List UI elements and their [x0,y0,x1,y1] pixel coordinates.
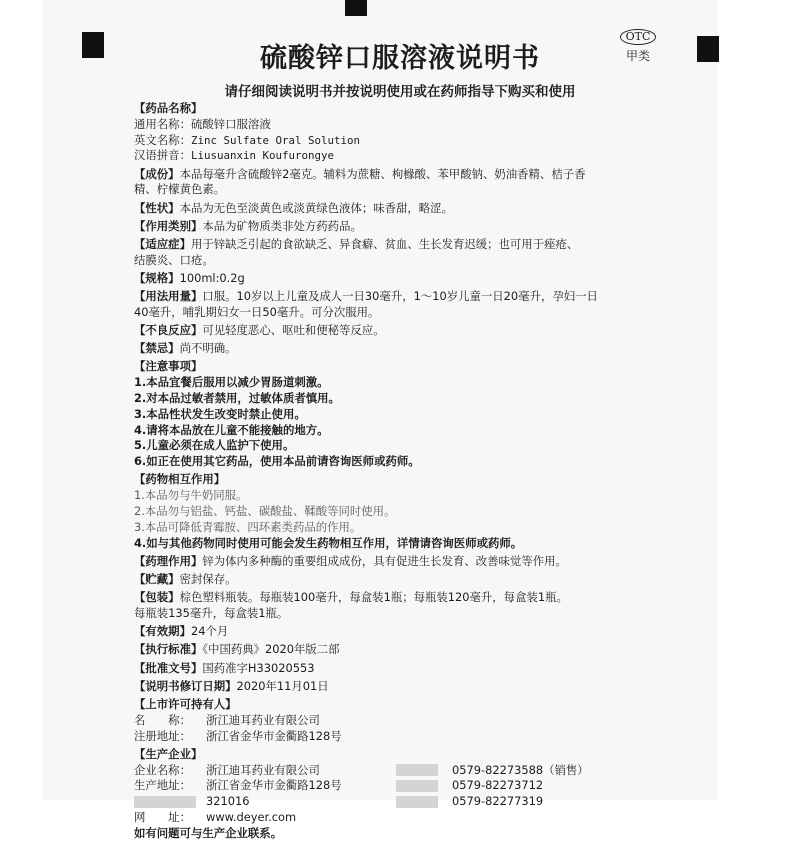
section-indications-heading: 【适应症】 [134,236,191,251]
section-revision-heading: 【说明书修订日期】 [134,678,237,693]
interaction-item: 1.本品勿与牛奶同服。 [134,488,248,503]
interaction-item: 3.本品可降低青霉胺、四环素类药品的作用。 [134,519,362,534]
section-validity-heading: 【有效期】 [134,624,191,639]
precaution-item: 5.儿童必须在成人监护下使用。 [134,438,295,453]
holder-name: 浙江迪耳药业有限公司 [206,712,320,727]
section-packaging-heading: 【包装】 [134,590,180,605]
precaution-item: 2.对本品过敏者禁用，过敏体质者慎用。 [134,391,340,406]
pinyin-name-label: 汉语拼音： [134,148,191,163]
redacted-block [396,796,438,808]
section-storage-heading: 【贮藏】 [134,572,180,586]
holder-address-label: 注册地址： [134,728,191,743]
section-adverse-heading: 【不良反应】 [134,323,203,338]
otc-label: OTC [620,29,657,45]
redacted-block [396,780,438,792]
holder-name-label: 名 称： [134,712,191,727]
interaction-item: 2.本品勿与铝盐、钙盐、碳酸盐、鞣酸等同时使用。 [134,504,396,519]
precaution-item: 1.本品宜餐后服用以减少胃肠道刺激。 [134,375,329,390]
manufacturer-postcode: 321016 [206,794,250,809]
section-contraindications-heading: 【禁忌】 [134,341,180,356]
page-title: 硫酸锌口服溶液说明书 [260,43,540,74]
section-interactions-heading: 【药物相互作用】 [134,472,226,487]
precaution-item: 6.如正在使用其它药品，使用本品前请咨询医师或药师。 [134,454,420,469]
indications-text-2: 结膜炎、口疮。 [134,252,214,267]
pinyin-name: Liusuanxin Koufurongye [190,149,334,163]
website-link[interactable]: www.deyer.com [206,809,297,824]
character-text: 本品为无色至淡黄色或淡黄绿色液体；味香甜，略涩。 [179,200,453,215]
section-approval-heading: 【批准文号】 [134,660,203,675]
manufacturer-name: 浙江迪耳药业有限公司 [206,762,320,777]
section-character-heading: 【性状】 [134,200,180,215]
revision-text: 2020年11月01日 [236,678,329,693]
manufacturer-address-label: 生产地址： [134,778,191,793]
corner-mark-top-center [345,0,367,16]
section-category-heading: 【作用类别】 [134,218,203,233]
usage-text-1: 口服。10岁以上儿童及成人一日30毫升，1～10岁儿童一日20毫升，孕妇一日 [202,289,598,304]
website-label: 网 址： [134,809,191,824]
section-usage-heading: 【用法用量】 [134,289,203,304]
holder-address: 浙江省金华市金衢路128号 [206,728,342,743]
english-name: Zinc Sulfate Oral Solution [190,133,360,147]
generic-name: 硫酸锌口服溶液 [190,116,271,131]
adverse-text: 可见轻度恶心、呕吐和便秘等反应。 [202,323,385,338]
phone-2: 0579-82273712 [452,778,544,793]
precaution-item: 4.请将本品放在儿童不能接触的地方。 [134,422,329,437]
generic-name-label: 通用名称： [134,116,191,131]
manufacturer-address: 浙江省金华市金衢路128号 [206,778,342,793]
phone-3: 0579-82277319 [452,794,544,809]
spec-text: 100ml:0.2g [179,270,245,285]
pharmacology-text: 锌为体内多种酶的重要组成成份，具有促进生长发育、改善味觉等作用。 [202,553,567,568]
leaflet-content [134,101,674,841]
ingredients-text-1: 本品每毫升含硫酸锌2毫克。辅料为蔗糖、枸橼酸、苯甲酸钠、奶油香精、桔子香 [179,166,586,181]
validity-text: 24个月 [190,624,229,639]
section-spec-heading: 【规格】 [134,270,180,285]
section-precautions-heading: 【注意事项】 [134,359,203,374]
phone-sales: 0579-82273588（销售） [452,762,589,777]
approval-text: 国药准字H33020553 [202,660,315,675]
interaction-item-4: 4.如与其他药物同时使用可能会发生药物相互作用，详情请咨询医师或药师。 [134,535,523,550]
precaution-item: 3.本品性状发生改变时禁止使用。 [134,406,306,421]
section-ingredients-heading: 【成份】 [134,166,180,181]
contraindications-text: 尚不明确。 [179,341,237,356]
section-standard-heading: 【执行标准】 [134,642,203,657]
indications-text-1: 用于锌缺乏引起的食欲缺乏、异食癖、贫血、生长发育迟缓；也可用于痤疮、 [190,236,579,251]
ingredients-text-2: 精、柠檬黄色素。 [134,182,226,197]
english-name-label: 英文名称： [134,132,191,147]
packaging-text-1: 棕色塑料瓶装。每瓶装100毫升，每盒装1瓶；每瓶装120毫升，每盒装1瓶。 [179,590,568,605]
usage-text-2: 40毫升，哺乳期妇女一日50毫升。可分次服用。 [134,304,380,319]
storage-text: 密封保存。 [179,572,237,586]
category-text: 本品为矿物质类非处方药药品。 [202,218,362,233]
packaging-text-2: 每瓶装135毫升，每盒装1瓶。 [134,605,289,620]
page-subtitle: 请仔细阅读说明书并按说明使用或在药师指导下购买和使用 [224,84,576,100]
manufacturer-name-label: 企业名称： [134,762,191,777]
footer-note: 如有问题可与生产企业联系。 [134,825,283,840]
otc-badge [612,25,664,65]
otc-class: 甲类 [625,49,650,63]
redacted-block [396,764,438,776]
section-holder-heading: 【上市许可持有人】 [134,696,237,711]
section-drug-name-heading: 【药品名称】 [134,101,203,115]
standard-text: 《中国药典》2020年版二部 [202,642,340,657]
section-manufacturer-heading: 【生产企业】 [134,746,203,761]
redacted-block [134,796,196,808]
section-pharmacology-heading: 【药理作用】 [134,553,203,568]
